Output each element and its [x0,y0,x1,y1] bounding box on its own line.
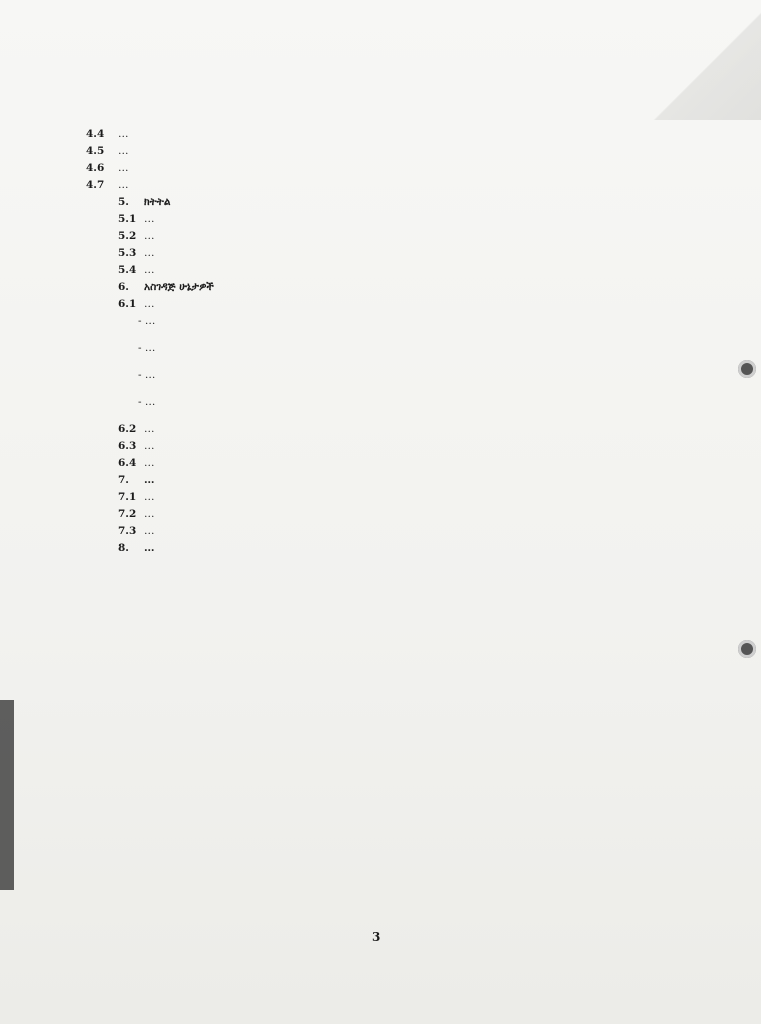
section-number: 5.1 [118,213,137,225]
part-5-heading [118,196,686,209]
section-7-1 [118,491,686,504]
section-5-4 [118,264,686,277]
section-number: 5.3 [118,247,137,259]
part-number: 8. [118,542,129,554]
section-5-2 [118,230,686,243]
section-text: … [144,264,155,276]
section-text: … [144,298,155,310]
list-item: - … [138,396,156,408]
list-item: - … [138,369,156,381]
section-4-6 [86,162,686,175]
part-title: አስገዳጅ ሁኔታዎች [144,281,214,293]
section-number: 6.3 [118,440,137,452]
section-number: 5.2 [118,230,137,242]
section-number: 6.2 [118,423,137,435]
section-7-3 [118,525,686,538]
section-number: 4.5 [86,145,105,157]
part-title: … [144,542,155,554]
section-text: … [118,162,129,174]
section-text: … [118,128,129,140]
section-number: 7.1 [118,491,137,503]
page-number: 3 [372,930,381,944]
list-item: - … [138,315,156,327]
section-4-7 [86,179,686,192]
section-6-2 [118,423,686,436]
section-text: … [144,491,155,503]
section-5-3 [118,247,686,260]
section-number: 7.3 [118,525,137,537]
section-text: … [144,423,155,435]
section-6-3 [118,440,686,453]
punch-hole [738,360,756,378]
section-7-2 [118,508,686,521]
part-8-heading [118,542,686,555]
section-text: … [144,525,155,537]
section-4-5 [86,145,686,158]
part-title: … [144,474,155,486]
section-number: 7.2 [118,508,137,520]
part-number: 5. [118,196,129,208]
list-item: - … [138,342,156,354]
section-text: … [118,179,129,191]
binder-edge [0,700,14,890]
part-number: 6. [118,281,129,293]
section-text: … [144,230,155,242]
section-text: … [144,440,155,452]
section-6-1 [118,298,686,311]
section-number: 5.4 [118,264,137,276]
part-6-heading [118,281,686,294]
section-number: 4.4 [86,128,105,140]
section-6-4 [118,457,686,470]
section-number: 6.1 [118,298,137,310]
section-text: … [118,145,129,157]
section-4-4 [86,128,686,141]
section-5-1 [118,213,686,226]
section-text: … [144,508,155,520]
part-number: 7. [118,474,129,486]
section-number: 4.6 [86,162,105,174]
punch-hole [738,640,756,658]
part-7-heading [118,474,686,487]
document-body [86,128,686,559]
part-title: ክትትል [144,196,171,208]
page-corner-fold [641,0,761,120]
section-number: 4.7 [86,179,105,191]
section-text: … [144,213,155,225]
section-number: 6.4 [118,457,137,469]
section-text: … [144,247,155,259]
section-text: … [144,457,155,469]
